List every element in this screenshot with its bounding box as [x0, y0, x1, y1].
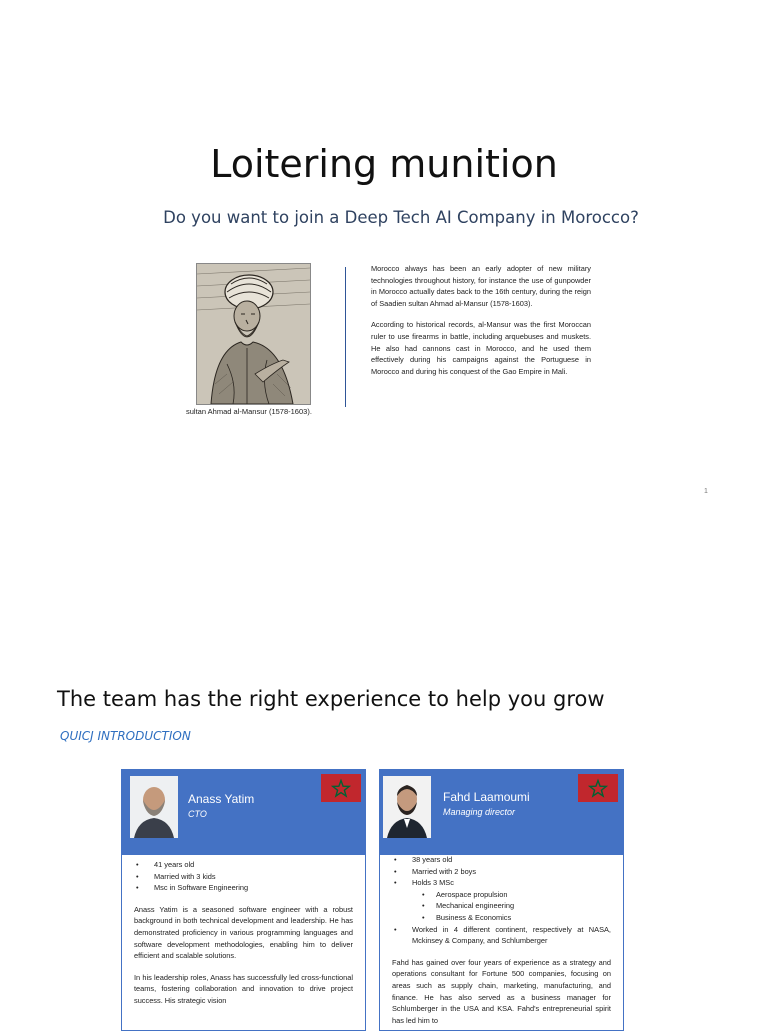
list-item: • Married with 3 kids [134, 871, 353, 883]
image-caption: sultan Ahmad al-Mansur (1578-1603). [186, 407, 312, 416]
team-card-fahd-laamoumi [379, 769, 624, 1031]
divider-line [345, 267, 346, 407]
member-name: Fahd Laamoumi [443, 790, 530, 804]
bio-paragraph: In his leadership roles, Anass has successfully led cross-functional teams, fostering collaboration and innovation to drive project success. His strategic vision [134, 972, 353, 1005]
member-role: Managing director [443, 807, 516, 817]
bio-paragraph: Anass Yatim is a seasoned software engineer with a robust background in both technical development and leadership. He has demonstrated proficiency in various programming languages and software development methodologies, enabling him to deliver efficient and scalable solutions. [134, 904, 353, 961]
sub-list-item: • Business & Economics [392, 912, 611, 924]
card-header [380, 770, 623, 855]
card-body [122, 855, 365, 1007]
member-name: Anass Yatim [188, 792, 255, 806]
team-card-anass-yatim [121, 769, 366, 1031]
paragraph: According to historical records, al-Mansur was the first Moroccan ruler to use firearms in battle, including arquebuses and muskets. He also had cannons cast in Morocco, and he used them effectively during his campaigns against the Portuguese in Morocco and during his conquest of the Gao Empire in Mali. [371, 320, 591, 376]
sub-list-item: • Mechanical engineering [392, 900, 611, 912]
list-item: • Married with 2 boys [392, 866, 611, 878]
bullet-list [134, 859, 353, 894]
history-text [371, 263, 591, 387]
slide-2 [0, 640, 768, 1024]
morocco-flag-icon [321, 774, 361, 802]
slide-title: The team has the right experience to help you grow [57, 687, 605, 711]
page-number: 1 [704, 488, 708, 495]
slide-subtitle: Do you want to join a Deep Tech AI Company in Morocco? [163, 208, 639, 227]
bio-paragraph: Fahd has gained over four years of experience as a strategy and operations consultant for Fortune 500 companies, focusing on areas such as supply chain, marketing, manufacturing, and finance. He has also served as a business manager for Schlumberger in the USA and KSA. Fahd's entrepreneurial spirit has led him to [392, 957, 611, 1025]
list-item: • Worked in 4 different continent, respectively at NASA, Mckinsey & Company, and Schlumberger [392, 924, 611, 947]
section-heading: QUICJ INTRODUCTION [60, 729, 191, 743]
sub-list-item: • Aerospace propulsion [392, 889, 611, 901]
sultan-portrait-image [196, 263, 311, 405]
list-item: • Holds 3 MSc [392, 877, 611, 889]
list-item: • 41 years old [134, 859, 353, 871]
slide-title: Loitering munition [210, 142, 558, 186]
card-body [380, 854, 623, 1026]
bullet-list [392, 854, 611, 947]
member-role: CTO [188, 809, 207, 819]
card-header [122, 770, 365, 855]
morocco-flag-icon [578, 774, 618, 802]
avatar [383, 776, 431, 838]
list-item: • Msc in Software Engineering [134, 882, 353, 894]
avatar [130, 776, 178, 838]
list-item: • 38 years old [392, 854, 611, 866]
paragraph: Morocco always has been an early adopter of new military technologies throughout history, for instance the use of gunpowder in Morocco actually dates back to the 16th century, during the reign of Saadien sultan Ahmad al-Mansur (1578-1603). [371, 264, 591, 308]
